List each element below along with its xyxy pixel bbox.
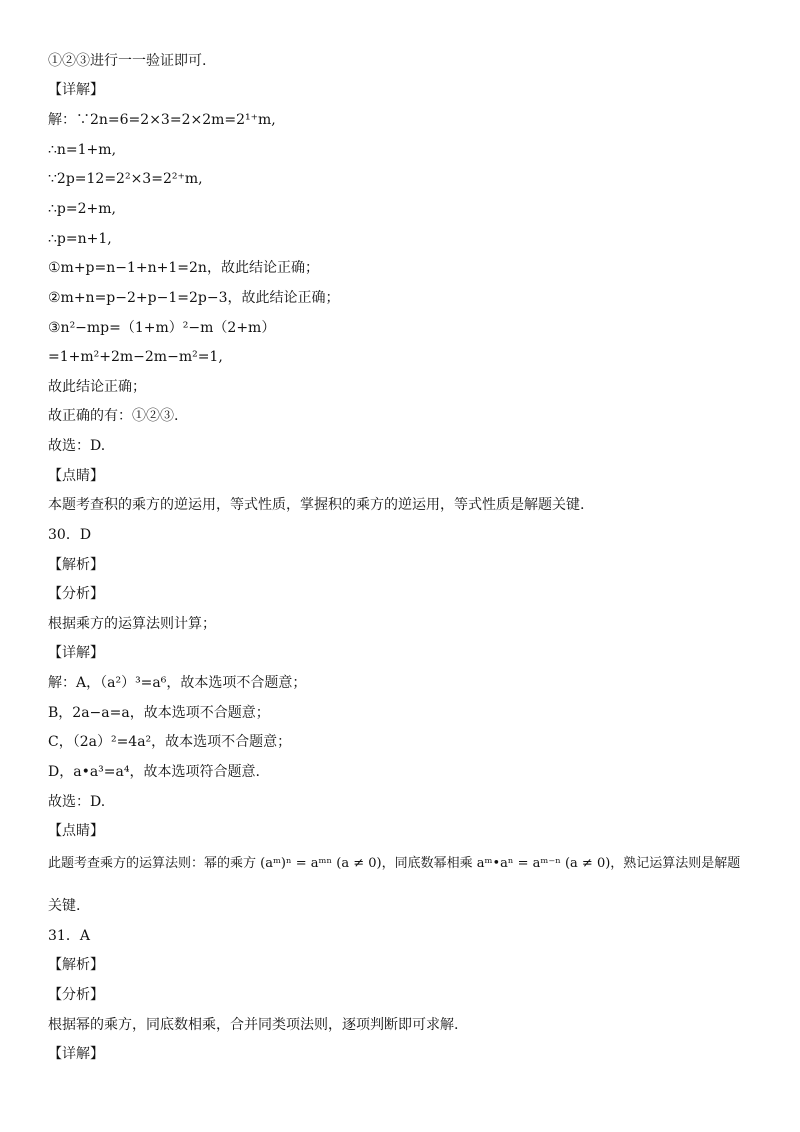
- section-heading: 【点睛】: [48, 468, 104, 484]
- text-line: 关键.: [48, 898, 81, 914]
- section-heading: 【分析】: [48, 586, 104, 602]
- math-line: ∴p=2+m,: [48, 201, 116, 217]
- text-line: 故选：D.: [48, 794, 106, 810]
- math-line: ∴n=1+m,: [48, 142, 117, 158]
- text-line: ①②③进行一一验证即可.: [48, 53, 207, 69]
- text-line: 故正确的有：①②③.: [48, 408, 179, 424]
- math-line: ③n²−mp=（1+m）²−m（2+m）: [48, 320, 276, 336]
- section-heading: 【详解】: [48, 645, 104, 661]
- question-number: 31．A: [48, 928, 90, 944]
- section-heading: 【详解】: [48, 1046, 104, 1062]
- text-line: 根据幂的乘方，同底数相乘，合并同类项法则，逐项判断即可求解.: [48, 1017, 459, 1033]
- math-line: 此题考查乘方的运算法则：幂的乘方 (aᵐ)ⁿ = aᵐⁿ (a ≠ 0)，同底数幂相乘 aᵐ•aⁿ = aᵐ⁻ⁿ (a ≠ 0)，熟记运算法则是解题: [48, 856, 741, 871]
- math-line: C，（2a）²=4a²，故本选项不合题意；: [48, 734, 292, 750]
- math-line: B，2a−a=a，故本选项不合题意；: [48, 705, 270, 721]
- math-line: =1+m²+2m−2m−m²=1,: [48, 349, 223, 365]
- math-line: 解：A，（a²）³=a⁶，故本选项不合题意；: [48, 675, 307, 691]
- math-line: ∵2p=12=2²×3=2²⁺m,: [48, 171, 203, 187]
- math-line: ∴p=n+1,: [48, 231, 112, 247]
- text-line: 本题考查积的乘方的逆运用，等式性质，掌握积的乘方的逆运用，等式性质是解题关键.: [48, 497, 585, 513]
- section-heading: 【解析】: [48, 957, 104, 973]
- text-line: 故此结论正确；: [48, 379, 146, 395]
- section-heading: 【分析】: [48, 987, 104, 1003]
- math-line: ②m+n=p−2+p−1=2p−3，故此结论正确；: [48, 290, 340, 306]
- math-line: D，a•a³=a⁴，故本选项符合题意.: [48, 764, 260, 780]
- text-line: 故选：D.: [48, 438, 106, 454]
- question-number: 30．D: [48, 527, 92, 543]
- text-line: 根据乘方的运算法则计算；: [48, 616, 216, 632]
- math-line: 解：∵2n=6=2×3=2×2m=2¹⁺m,: [48, 112, 276, 128]
- section-heading: 【点睛】: [48, 823, 104, 839]
- section-heading: 【解析】: [48, 557, 104, 573]
- section-heading: 【详解】: [48, 82, 104, 98]
- math-line: ①m+p=n−1+n+1=2n，故此结论正确；: [48, 260, 319, 276]
